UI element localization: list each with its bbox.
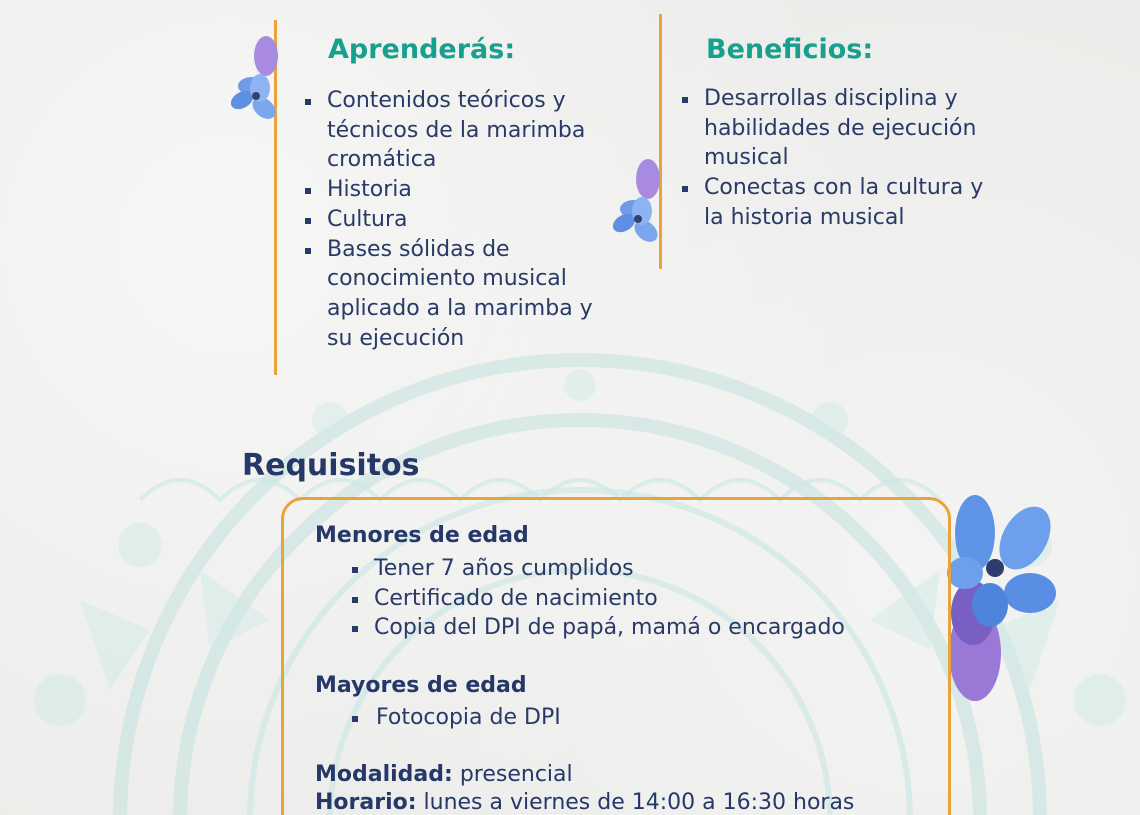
horario-value: lunes a viernes de 14:00 a 16:30 horas [416, 790, 855, 815]
list-item: Certificado de nacimiento [352, 584, 912, 614]
modalidad-line [315, 762, 573, 787]
list-item: Cultura [305, 205, 600, 235]
modalidad-label: Modalidad: [315, 762, 453, 787]
menores-list [352, 554, 912, 643]
mayores-list [352, 703, 752, 733]
blue-flower-icon [945, 493, 1060, 708]
requisitos-heading: Requisitos [242, 448, 420, 483]
aprenderas-list [305, 86, 600, 353]
menores-heading: Menores de edad [315, 523, 529, 548]
list-item: Tener 7 años cumplidos [352, 554, 912, 584]
list-item: Historia [305, 175, 600, 205]
modalidad-value: presencial [452, 762, 573, 787]
list-item: Contenidos teóricos y técnicos de la marimba cromática [305, 86, 600, 175]
list-item: Conectas con la cultura y la historia musical [682, 173, 992, 232]
horario-label: Horario: [315, 790, 417, 815]
beneficios-list [682, 84, 992, 233]
list-item: Desarrollas disciplina y habilidades de ejecución musical [682, 84, 992, 173]
aprenderas-heading: Aprenderás: [328, 34, 516, 65]
list-item: Copia del DPI de papá, mamá o encargado [352, 613, 912, 643]
beneficios-heading: Beneficios: [706, 34, 874, 65]
mayores-heading: Mayores de edad [315, 673, 527, 698]
list-item: Fotocopia de DPI [352, 703, 752, 733]
blue-flower-icon [608, 157, 660, 257]
blue-flower-icon [226, 34, 278, 136]
horario-line [315, 790, 854, 815]
list-item: Bases sólidas de conocimiento musical aplicado a la marimba y su ejecución [305, 235, 600, 354]
